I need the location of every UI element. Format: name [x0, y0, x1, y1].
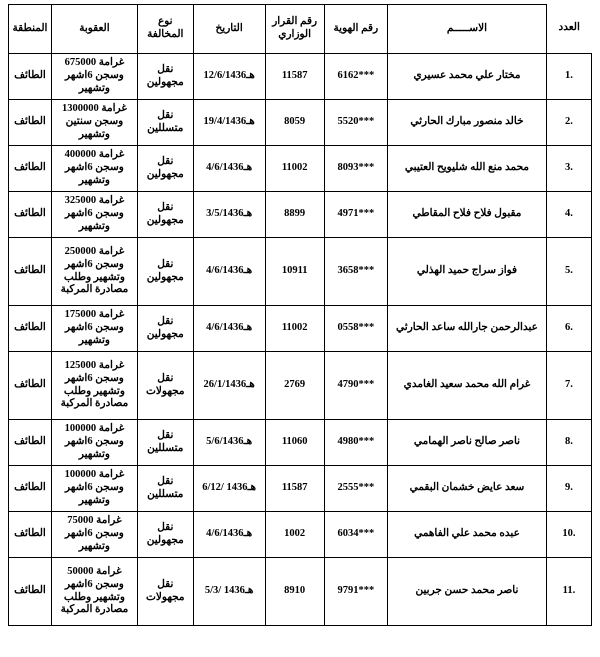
cell-decision-number: 11060 — [265, 420, 324, 466]
cell-date: 4/6/1436هـ — [193, 238, 265, 306]
cell-name: ناصر صالح ناصر الهمامي — [388, 420, 547, 466]
cell-date: 6/12/ 1436هـ — [193, 466, 265, 512]
table-row — [9, 306, 592, 352]
column-header-penalty: العقوبة — [51, 5, 137, 54]
cell-violation-type: نقل مجهولين — [137, 306, 193, 352]
cell-name: عبدالرحمن جارالله ساعد الحارثي — [388, 306, 547, 352]
cell-penalty: غرامة 100000 وسجن 6اشهر وتشهير — [51, 466, 137, 512]
header-row — [9, 5, 592, 54]
cell-penalty: غرامة 100000 وسجن 6اشهر وتشهير — [51, 420, 137, 466]
table-row — [9, 558, 592, 626]
cell-violation-type: نقل متسللين — [137, 466, 193, 512]
violations-table — [8, 4, 592, 626]
cell-region: الطائف — [9, 146, 52, 192]
cell-name: محمد منع الله شليويح العتيبي — [388, 146, 547, 192]
cell-name: ناصر محمد حسن جربين — [388, 558, 547, 626]
cell-name: مقبول فلاح فلاح المقاطي — [388, 192, 547, 238]
cell-id-number: 5520*** — [324, 100, 387, 146]
cell-decision-number: 8059 — [265, 100, 324, 146]
cell-decision-number: 11002 — [265, 146, 324, 192]
cell-date: 3/5/1436هـ — [193, 192, 265, 238]
cell-index: 1. — [546, 54, 591, 100]
cell-violation-type: نقل مجهولين — [137, 512, 193, 558]
cell-date: 5/3/ 1436هـ — [193, 558, 265, 626]
cell-index: 11. — [546, 558, 591, 626]
cell-violation-type: نقل مجهولين — [137, 54, 193, 100]
cell-region: الطائف — [9, 306, 52, 352]
cell-region: الطائف — [9, 420, 52, 466]
cell-decision-number: 11587 — [265, 466, 324, 512]
table-body — [9, 54, 592, 626]
cell-decision-number: 10911 — [265, 238, 324, 306]
cell-penalty: غرامة 50000 وسجن 6اشهر وتشهير وطلب مصادرة المركبة — [51, 558, 137, 626]
cell-id-number: 6162*** — [324, 54, 387, 100]
table-row — [9, 352, 592, 420]
cell-index: 6. — [546, 306, 591, 352]
cell-penalty: غرامة 1300000 وسجن سنتين وتشهير — [51, 100, 137, 146]
cell-date: 12/6/1436هـ — [193, 54, 265, 100]
cell-penalty: غرامة 75000 وسجن 6اشهر وتشهير — [51, 512, 137, 558]
cell-decision-number: 11587 — [265, 54, 324, 100]
cell-date: 4/6/1436هـ — [193, 306, 265, 352]
cell-violation-type: نقل مجهولين — [137, 146, 193, 192]
cell-date: 5/6/1436هـ — [193, 420, 265, 466]
cell-region: الطائف — [9, 100, 52, 146]
table-row — [9, 192, 592, 238]
table-row — [9, 100, 592, 146]
cell-name: خالد منصور مبارك الحارثي — [388, 100, 547, 146]
cell-penalty: غرامة 325000 وسجن 6اشهر وتشهير — [51, 192, 137, 238]
column-header-date: التاريخ — [193, 5, 265, 54]
table-row — [9, 466, 592, 512]
cell-id-number: 8093*** — [324, 146, 387, 192]
cell-id-number: 4790*** — [324, 352, 387, 420]
cell-penalty: غرامة 125000 وسجن 6اشهر وتشهير وطلب مصادرة المركبة — [51, 352, 137, 420]
cell-region: الطائف — [9, 238, 52, 306]
cell-name: فواز سراج حميد الهذلي — [388, 238, 547, 306]
cell-date: 4/6/1436هـ — [193, 146, 265, 192]
column-header-decision-number: رقم القرار الوزاري — [265, 5, 324, 54]
cell-index: 5. — [546, 238, 591, 306]
cell-region: الطائف — [9, 352, 52, 420]
cell-date: 26/1/1436هـ — [193, 352, 265, 420]
cell-id-number: 2555*** — [324, 466, 387, 512]
cell-id-number: 4971*** — [324, 192, 387, 238]
cell-violation-type: نقل مجهولات — [137, 558, 193, 626]
table-row — [9, 420, 592, 466]
cell-name: مختار علي محمد عسيري — [388, 54, 547, 100]
column-header-name: الاســـــم — [388, 5, 547, 54]
cell-region: الطائف — [9, 466, 52, 512]
cell-violation-type: نقل مجهولين — [137, 238, 193, 306]
cell-decision-number: 1002 — [265, 512, 324, 558]
table-header — [9, 5, 592, 54]
cell-region: الطائف — [9, 512, 52, 558]
cell-name: سعد عايض خشمان البقمي — [388, 466, 547, 512]
cell-index: 9. — [546, 466, 591, 512]
cell-index: 3. — [546, 146, 591, 192]
cell-violation-type: نقل مجهولات — [137, 352, 193, 420]
cell-decision-number: 2769 — [265, 352, 324, 420]
cell-penalty: غرامة 175000 وسجن 6اشهر وتشهير — [51, 306, 137, 352]
column-header-index: العدد — [546, 5, 591, 54]
cell-id-number: 6034*** — [324, 512, 387, 558]
cell-penalty: غرامة 400000 وسجن 6اشهر وتشهير — [51, 146, 137, 192]
cell-id-number: 3658*** — [324, 238, 387, 306]
table-row — [9, 238, 592, 306]
cell-violation-type: نقل مجهولين — [137, 192, 193, 238]
table-row — [9, 512, 592, 558]
cell-decision-number: 8899 — [265, 192, 324, 238]
cell-violation-type: نقل متسللين — [137, 420, 193, 466]
cell-region: الطائف — [9, 558, 52, 626]
cell-id-number: 4980*** — [324, 420, 387, 466]
cell-index: 10. — [546, 512, 591, 558]
cell-region: الطائف — [9, 54, 52, 100]
cell-date: 19/4/1436هـ — [193, 100, 265, 146]
table-row — [9, 146, 592, 192]
table-row — [9, 54, 592, 100]
column-header-id-number: رقم الهوية — [324, 5, 387, 54]
cell-violation-type: نقل متسللين — [137, 100, 193, 146]
cell-decision-number: 11002 — [265, 306, 324, 352]
cell-index: 7. — [546, 352, 591, 420]
cell-index: 8. — [546, 420, 591, 466]
cell-index: 2. — [546, 100, 591, 146]
column-header-region: المنطقة — [9, 5, 52, 54]
cell-id-number: 9791*** — [324, 558, 387, 626]
cell-region: الطائف — [9, 192, 52, 238]
cell-penalty: غرامة 250000 وسجن 6اشهر وتشهير وطلب مصادرة المركبة — [51, 238, 137, 306]
column-header-violation-type: نوع المخالفة — [137, 5, 193, 54]
cell-penalty: غرامة 675000 وسجن 6اشهر وتشهير — [51, 54, 137, 100]
cell-index: 4. — [546, 192, 591, 238]
cell-name: غرام الله محمد سعيد الغامدي — [388, 352, 547, 420]
cell-name: عبده محمد علي الفاهمي — [388, 512, 547, 558]
cell-decision-number: 8910 — [265, 558, 324, 626]
cell-id-number: 0558*** — [324, 306, 387, 352]
cell-date: 4/6/1436هـ — [193, 512, 265, 558]
